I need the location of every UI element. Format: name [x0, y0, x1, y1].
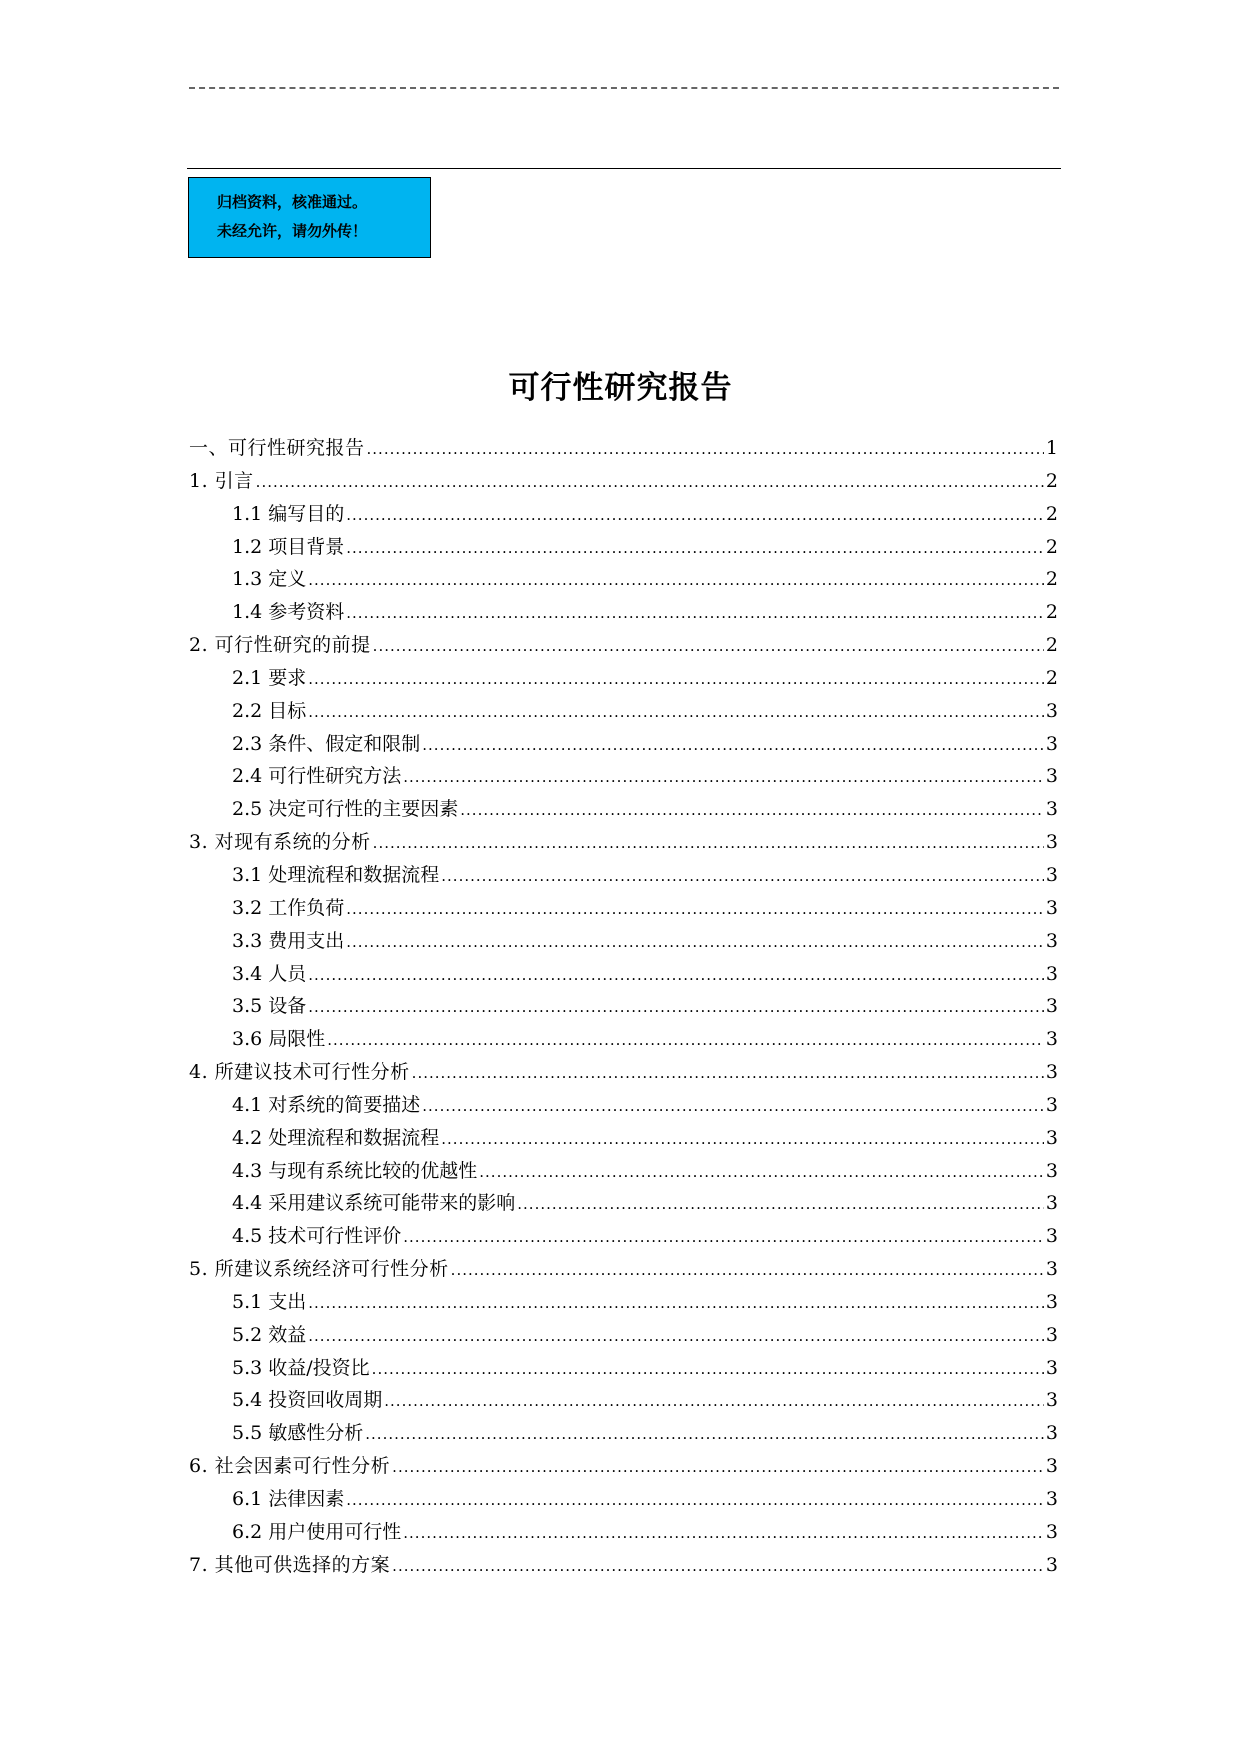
table-of-contents — [189, 432, 1058, 1582]
toc-entry[interactable] — [189, 1352, 1058, 1385]
toc-page-number: 3 — [1045, 798, 1058, 821]
toc-entry-title: 3.1 处理流程和数据流程 — [232, 863, 440, 886]
toc-page-number: 3 — [1045, 896, 1058, 919]
toc-entry[interactable] — [189, 859, 1058, 892]
toc-entry[interactable] — [189, 1220, 1058, 1253]
toc-page-number: 3 — [1045, 929, 1058, 952]
toc-entry[interactable] — [189, 1089, 1058, 1122]
toc-entry[interactable] — [189, 1516, 1058, 1549]
toc-entry[interactable] — [189, 695, 1058, 728]
toc-page-number: 3 — [1045, 1061, 1058, 1084]
toc-page-number: 2 — [1045, 535, 1058, 558]
toc-entry-title: 4. 所建议技术可行性分析 — [189, 1061, 410, 1084]
toc-dot-leader — [451, 1254, 1044, 1286]
toc-page-number: 3 — [1045, 1126, 1058, 1149]
toc-page-number: 2 — [1045, 502, 1058, 525]
toc-entry-title: 1.3 定义 — [232, 568, 307, 591]
toc-dot-leader — [308, 696, 1044, 728]
toc-entry[interactable] — [189, 1286, 1058, 1319]
toc-dot-leader — [308, 663, 1044, 695]
toc-entry-title: 3.6 局限性 — [232, 1028, 326, 1051]
toc-entry-title: 4.1 对系统的简要描述 — [232, 1093, 421, 1116]
toc-dot-leader — [256, 466, 1044, 498]
toc-entry[interactable] — [189, 1549, 1058, 1582]
header-dashed-rule — [189, 87, 1059, 89]
toc-entry-title: 2. 可行性研究的前提 — [189, 634, 371, 657]
toc-entry[interactable] — [189, 728, 1058, 761]
toc-page-number: 3 — [1045, 1422, 1058, 1445]
toc-entry-title: 2.2 目标 — [232, 699, 307, 722]
toc-entry-title: 6.1 法律因素 — [232, 1488, 345, 1510]
toc-page-number: 3 — [1045, 1488, 1058, 1510]
toc-entry[interactable] — [189, 498, 1058, 531]
toc-entry-title: 2.4 可行性研究方法 — [232, 765, 402, 788]
toc-entry-title: 2.1 要求 — [232, 666, 307, 689]
toc-entry-title: 3.5 设备 — [232, 995, 307, 1018]
toc-entry-title: 5.4 投资回收周期 — [232, 1389, 383, 1412]
toc-dot-leader — [373, 630, 1044, 662]
stamp-line-2: 未经允许，请勿外传！ — [217, 222, 368, 240]
stamp-line-1: 归档资料，核准通过。 — [217, 193, 368, 211]
toc-page-number: 2 — [1045, 568, 1058, 591]
toc-dot-leader — [384, 1385, 1044, 1417]
document-title: 可行性研究报告 — [508, 370, 733, 406]
toc-dot-leader — [308, 564, 1044, 596]
toc-dot-leader — [403, 1221, 1044, 1253]
toc-page-number: 3 — [1045, 1225, 1058, 1248]
toc-entry[interactable] — [189, 892, 1058, 925]
toc-page-number: 3 — [1045, 1520, 1058, 1543]
toc-page-number: 3 — [1045, 995, 1058, 1018]
toc-page-number: 3 — [1045, 1356, 1058, 1379]
toc-dot-leader — [346, 532, 1044, 564]
toc-entry-title: 5.2 效益 — [232, 1323, 307, 1346]
toc-page-number: 2 — [1045, 666, 1058, 689]
toc-dot-leader — [441, 860, 1044, 892]
toc-dot-leader — [412, 1057, 1044, 1089]
toc-dot-leader — [460, 794, 1044, 826]
toc-dot-leader — [346, 1484, 1044, 1516]
toc-page-number: 3 — [1045, 1258, 1058, 1281]
toc-page-number: 3 — [1045, 765, 1058, 788]
toc-entry-title: 3.3 费用支出 — [232, 929, 345, 952]
toc-dot-leader — [308, 1287, 1044, 1319]
toc-dot-leader — [479, 1156, 1044, 1188]
toc-entry[interactable] — [189, 1023, 1058, 1056]
toc-page-number: 3 — [1045, 699, 1058, 722]
toc-dot-leader — [373, 827, 1044, 859]
toc-entry-title: 4.3 与现有系统比较的优越性 — [232, 1159, 478, 1182]
toc-entry-title: 5.5 敏感性分析 — [232, 1422, 364, 1445]
toc-entry-title: 3.4 人员 — [232, 962, 307, 985]
toc-dot-leader — [365, 1418, 1044, 1450]
toc-entry[interactable] — [189, 432, 1058, 465]
toc-page-number: 3 — [1045, 1093, 1058, 1116]
toc-entry[interactable] — [189, 1253, 1058, 1286]
toc-page-number: 3 — [1045, 1290, 1058, 1313]
toc-dot-leader — [346, 926, 1044, 958]
toc-entry-title: 一、可行性研究报告 — [189, 437, 365, 459]
toc-entry-title: 6.2 用户使用可行性 — [232, 1520, 402, 1543]
toc-dot-leader — [403, 761, 1044, 793]
header-rule — [187, 168, 1061, 169]
toc-dot-leader — [403, 1517, 1044, 1549]
toc-entry-title: 7. 其他可供选择的方案 — [189, 1553, 391, 1576]
archive-stamp — [188, 177, 431, 258]
toc-entry[interactable] — [189, 793, 1058, 826]
toc-entry-title: 1.4 参考资料 — [232, 601, 345, 624]
toc-dot-leader — [392, 1451, 1044, 1483]
toc-page-number: 3 — [1045, 1028, 1058, 1051]
toc-entry-title: 5. 所建议系统经济可行性分析 — [189, 1258, 449, 1281]
toc-entry[interactable] — [189, 990, 1058, 1023]
toc-dot-leader — [327, 1024, 1044, 1056]
toc-page-number: 3 — [1045, 1455, 1058, 1478]
toc-page-number: 1 — [1045, 437, 1058, 459]
toc-page-number: 3 — [1045, 863, 1058, 886]
toc-entry-title: 3. 对现有系统的分析 — [189, 831, 371, 854]
toc-entry[interactable] — [189, 465, 1058, 498]
toc-dot-leader — [422, 1090, 1044, 1122]
toc-dot-leader — [308, 991, 1044, 1023]
toc-entry[interactable] — [189, 629, 1058, 662]
toc-dot-leader — [308, 959, 1044, 991]
toc-entry-title: 6. 社会因素可行性分析 — [189, 1455, 391, 1478]
toc-entry[interactable] — [189, 958, 1058, 991]
toc-entry[interactable] — [189, 760, 1058, 793]
toc-entry-title: 4.4 采用建议系统可能带来的影响 — [232, 1192, 516, 1215]
toc-entry[interactable] — [189, 1417, 1058, 1450]
toc-page-number: 3 — [1045, 1553, 1058, 1576]
toc-page-number: 3 — [1045, 1192, 1058, 1215]
toc-entry-title: 2.3 条件、假定和限制 — [232, 732, 421, 755]
toc-dot-leader — [367, 433, 1044, 465]
toc-entry-title: 2.5 决定可行性的主要因素 — [232, 798, 459, 821]
toc-entry[interactable] — [189, 596, 1058, 629]
toc-entry-title: 5.3 收益/投资比 — [232, 1356, 370, 1379]
toc-page-number: 3 — [1045, 1323, 1058, 1346]
toc-entry-title: 1.1 编写目的 — [232, 502, 345, 525]
toc-entry[interactable] — [189, 662, 1058, 695]
toc-dot-leader — [441, 1123, 1044, 1155]
toc-dot-leader — [372, 1353, 1044, 1385]
toc-entry-title: 1. 引言 — [189, 469, 254, 492]
toc-dot-leader — [346, 597, 1044, 629]
toc-entry-title: 5.1 支出 — [232, 1290, 307, 1313]
toc-entry[interactable] — [189, 1483, 1058, 1516]
toc-page-number: 2 — [1045, 601, 1058, 624]
toc-entry[interactable] — [189, 1384, 1058, 1417]
toc-page-number: 2 — [1045, 634, 1058, 657]
toc-entry-title: 4.2 处理流程和数据流程 — [232, 1126, 440, 1149]
toc-entry-title: 3.2 工作负荷 — [232, 896, 345, 919]
toc-entry[interactable] — [189, 925, 1058, 958]
toc-page-number: 3 — [1045, 831, 1058, 854]
toc-dot-leader — [392, 1550, 1044, 1582]
toc-entry[interactable] — [189, 1319, 1058, 1352]
toc-entry[interactable] — [189, 1187, 1058, 1220]
toc-page-number: 3 — [1045, 1159, 1058, 1182]
toc-entry[interactable] — [189, 1450, 1058, 1483]
toc-page-number: 3 — [1045, 962, 1058, 985]
toc-dot-leader — [308, 1320, 1044, 1352]
toc-entry-title: 4.5 技术可行性评价 — [232, 1225, 402, 1248]
toc-page-number: 3 — [1045, 1389, 1058, 1412]
toc-entry[interactable] — [189, 1155, 1058, 1188]
toc-dot-leader — [346, 893, 1044, 925]
toc-entry[interactable] — [189, 563, 1058, 596]
toc-entry-title: 1.2 项目背景 — [232, 535, 345, 558]
toc-page-number: 3 — [1045, 732, 1058, 755]
toc-entry[interactable] — [189, 826, 1058, 859]
toc-entry[interactable] — [189, 531, 1058, 564]
toc-page-number: 2 — [1045, 469, 1058, 492]
toc-dot-leader — [346, 499, 1044, 531]
toc-entry[interactable] — [189, 1122, 1058, 1155]
toc-entry[interactable] — [189, 1056, 1058, 1089]
toc-dot-leader — [422, 729, 1044, 761]
toc-dot-leader — [517, 1188, 1044, 1220]
